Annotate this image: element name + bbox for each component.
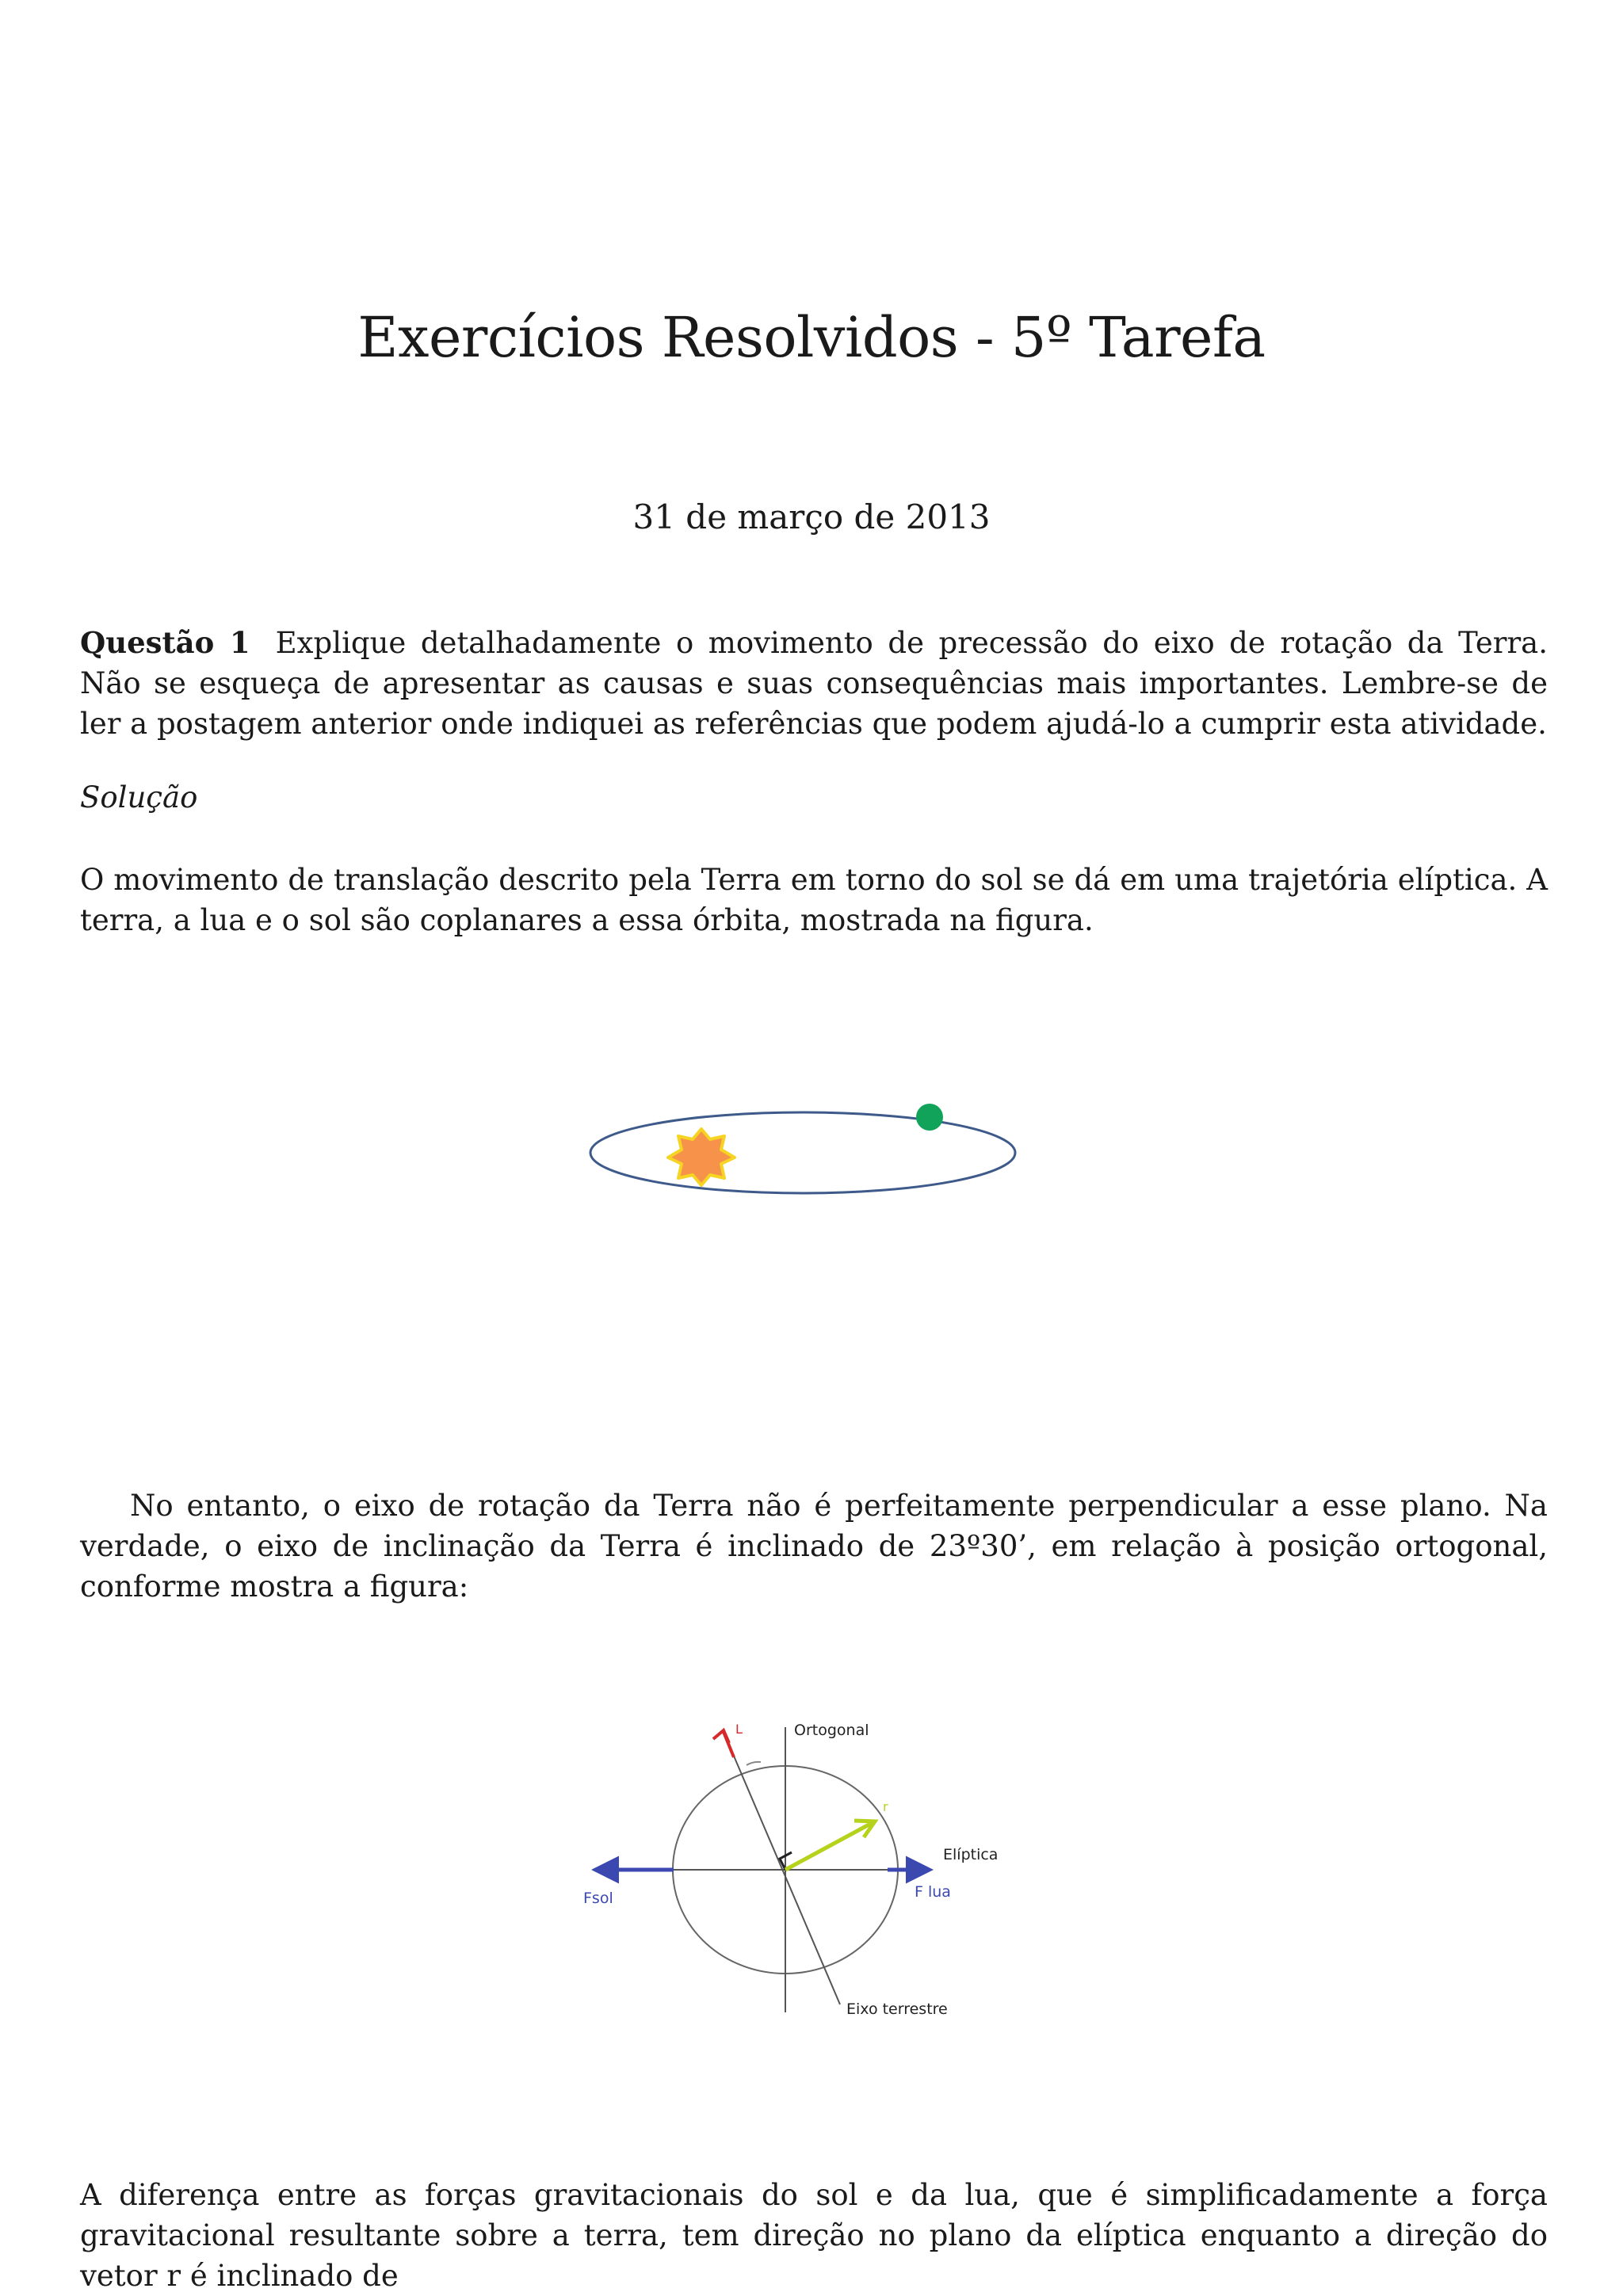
vector-l-label: L bbox=[735, 1722, 743, 1737]
eliptica-label: Elíptica bbox=[943, 1846, 999, 1863]
earth-icon bbox=[916, 1104, 943, 1131]
orbit-ellipse bbox=[590, 1112, 1015, 1193]
flua-label: F lua bbox=[915, 1883, 951, 1901]
solution-heading: Solução bbox=[80, 780, 198, 814]
solution-paragraph-3: A diferença entre as forças gravitacionais do sol e da lua, que é simplificadamente a força gravitacional resultante sobre a terra, tem direção no plano da elíptica enquanto a direção do vetor r é inclinado de bbox=[80, 2178, 1548, 2293]
fsol-label: Fsol bbox=[583, 1890, 613, 1907]
question-label: Questão 1 bbox=[80, 625, 250, 660]
page-title: Exercícios Resolvidos - 5º Tarefa bbox=[357, 305, 1266, 370]
vector-r-arrow bbox=[785, 1822, 873, 1870]
moon-icon bbox=[1010, 1089, 1022, 1113]
solution-paragraph-1: O movimento de translação descrito pela Terra em torno do sol se dá em uma trajetória elíptica. A terra, a lua e o sol são coplanares a essa órbita, mostrada na figura. bbox=[80, 863, 1548, 937]
earth-axis-line bbox=[724, 1732, 840, 2004]
vector-l-arrowhead bbox=[713, 1730, 729, 1743]
question-text: Explique detalhadamente o movimento de precessão do eixo de rotação da Terra. Não se esqueça de apresentar as causas e suas consequências mais importantes. Lembre-se de ler a postagem anterior onde indiquei as referências que podem ajudá-lo a cumprir esta atividade. bbox=[80, 626, 1548, 741]
ortogonal-label: Ortogonal bbox=[794, 1722, 869, 1739]
page-date: 31 de março de 2013 bbox=[632, 498, 991, 536]
orbit-figure bbox=[586, 1081, 1030, 1200]
sun-icon bbox=[668, 1129, 735, 1185]
axis-tilt-figure bbox=[571, 1703, 1030, 2020]
solution-paragraph-2: No entanto, o eixo de rotação da Terra não é perfeitamente perpendicular a esse plano. Na verdade, o eixo de inclinação da Terra é inclinado de 23º30’, em relação à posição ortogonal, conforme mostra a figura: bbox=[80, 1489, 1548, 1604]
question-paragraph bbox=[80, 623, 1548, 744]
tilt-angle-arc bbox=[747, 1762, 761, 1765]
eixo-terrestre-label: Eixo terrestre bbox=[846, 2000, 948, 2018]
vector-r-label: r bbox=[883, 1799, 888, 1814]
